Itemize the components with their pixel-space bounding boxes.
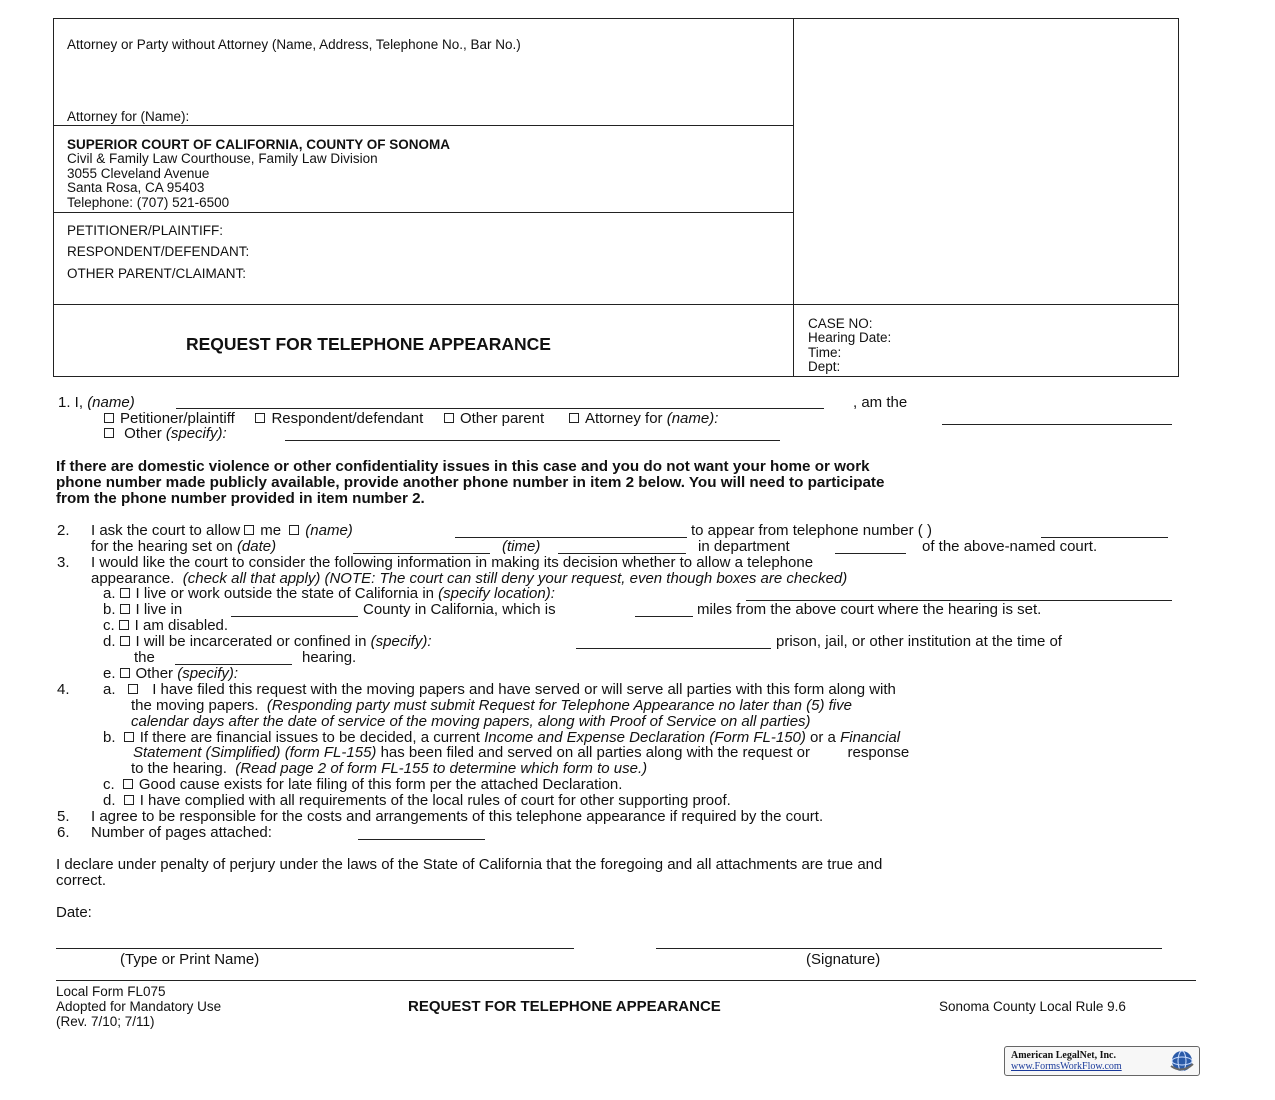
item1-line: 1. I, (name) <box>58 394 135 411</box>
item3d-prison-text: prison, jail, or other institution at the time of <box>776 633 1062 650</box>
court-line: Telephone: (707) 521-6500 <box>67 195 230 210</box>
header-divider-vertical <box>793 18 794 377</box>
miles-field[interactable] <box>635 616 693 617</box>
declaration-line: I declare under penalty of perjury under the laws of the State of California that the foregoing and all attachments are true and <box>56 856 883 873</box>
item1-options: Petitioner/plaintiff Respondent/defendant Other parent Attorney for (name): <box>100 411 718 426</box>
item3d-checkbox[interactable] <box>120 636 130 646</box>
item3a: a. I live or work outside the state of California in (specify location): <box>103 585 555 602</box>
item3a-checkbox[interactable] <box>120 588 130 598</box>
item4a-line3: calendar days after the date of service of the moving papers, along with Proof of Service on all parties) <box>131 713 811 730</box>
item4a-checkbox[interactable] <box>128 684 138 694</box>
item3d-hearing-text: hearing. <box>302 649 357 666</box>
footer-rev: (Rev. 7/10; 7/11) <box>56 1014 155 1029</box>
item4a-line2: the moving papers. (Responding party must submit Request for Telephone Appearance no later than (5) five <box>131 697 852 714</box>
item4b-line3: to the hearing. (Read page 2 of form FL-155 to determine which form to use.) <box>131 760 648 777</box>
item3-line1: I would like the court to consider the following information in making its decision whether to allow a telephone <box>91 554 814 571</box>
item1-name-field[interactable] <box>176 408 824 409</box>
above-named-court-text: of the above-named court. <box>922 538 1098 555</box>
logo-url: www.FormsWorkFlow.com <box>1011 1061 1122 1072</box>
other-specify-field[interactable] <box>285 440 780 441</box>
item3-line2: appearance. (check all that apply) (NOTE: The court can still deny your request, even though boxes are checked) <box>91 570 848 587</box>
case-no-label: CASE NO: <box>808 316 873 331</box>
item2-line1: I ask the court to allow me (name) <box>91 522 353 539</box>
signature-field[interactable] <box>656 948 1162 949</box>
item3b-miles-text: miles from the above court where the hearing is set. <box>697 601 1042 618</box>
item3c-checkbox[interactable] <box>119 620 129 630</box>
court-line: Santa Rosa, CA 95403 <box>67 180 205 195</box>
item3c: c. I am disabled. <box>103 617 229 634</box>
signature-label: (Signature) <box>806 951 881 968</box>
hearing-date-label: Hearing Date: <box>808 330 892 345</box>
print-name-label: (Type or Print Name) <box>120 951 260 968</box>
dept-label: Dept: <box>808 359 841 374</box>
party-other-parent: OTHER PARENT/CLAIMANT: <box>67 266 247 281</box>
american-legalnet-logo[interactable] <box>1004 1046 1200 1076</box>
declaration-line: correct. <box>56 872 107 889</box>
item6-number: 6. <box>57 824 70 841</box>
item4a: a. I have filed this request with the moving papers and have served or will serve all parties with this form along with <box>103 681 896 698</box>
me-checkbox[interactable] <box>244 525 254 535</box>
item3d-the: the <box>134 649 155 666</box>
footer-title: REQUEST FOR TELEPHONE APPEARANCE <box>408 998 721 1015</box>
respondent-checkbox[interactable] <box>255 413 265 423</box>
court-name: SUPERIOR COURT OF CALIFORNIA, COUNTY OF SONOMA <box>67 137 451 152</box>
time-hint: (time) <box>502 538 541 555</box>
date-label: Date: <box>56 904 92 921</box>
attorney-checkbox[interactable] <box>569 413 579 423</box>
print-name-field[interactable] <box>56 948 574 949</box>
item1-am-the: , am the <box>853 394 908 411</box>
item6-text: Number of pages attached: <box>91 824 272 841</box>
header-divider-parties <box>53 212 794 213</box>
item3e-checkbox[interactable] <box>120 668 130 678</box>
item4-number: 4. <box>57 681 70 698</box>
item4c: c. Good cause exists for late filing of this form per the attached Declaration. <box>103 776 623 793</box>
item4b-line2: Statement (Simplified) (form FL-155) has been filed and served on all parties along with the request or response <box>133 744 910 761</box>
item3b: b. I live in <box>103 601 183 618</box>
attorney-label: Attorney or Party without Attorney (Name, Address, Telephone No., Bar No.) <box>67 37 521 52</box>
party-petitioner: PETITIONER/PLAINTIFF: <box>67 223 224 238</box>
footer-divider <box>56 980 1196 981</box>
item4d-checkbox[interactable] <box>124 795 134 805</box>
time-label: Time: <box>808 345 842 360</box>
item5-text: I agree to be responsible for the costs and arrangements of this telephone appearance if required by the court. <box>91 808 824 825</box>
item3b-checkbox[interactable] <box>120 604 130 614</box>
warning-line: from the phone number provided in item number 2. <box>56 490 425 507</box>
pages-attached-field[interactable] <box>358 839 485 840</box>
warning-line: If there are domestic violence or other confidentiality issues in this case and you do not want your home or work <box>56 458 870 475</box>
item4d: d. I have complied with all requirements of the local rules of court for other supporting proof. <box>103 792 731 809</box>
attorney-for-label: Attorney for (Name): <box>67 109 190 124</box>
item4c-checkbox[interactable] <box>123 779 133 789</box>
court-line: Civil & Family Law Courthouse, Family Law Division <box>67 151 378 166</box>
item5-number: 5. <box>57 808 70 825</box>
item3e: e. Other (specify): <box>103 665 239 682</box>
institution-field[interactable] <box>576 648 771 649</box>
item3-number: 3. <box>57 554 70 571</box>
item3b-county-text: County in California, which is <box>363 601 556 618</box>
logo-name: American LegalNet, Inc. <box>1011 1050 1116 1061</box>
item2-number: 2. <box>57 522 70 539</box>
form-title: REQUEST FOR TELEPHONE APPEARANCE <box>186 334 551 354</box>
department-field[interactable] <box>835 553 906 554</box>
other-parent-checkbox[interactable] <box>444 413 454 423</box>
footer-form-no: Local Form FL075 <box>56 984 166 999</box>
party-respondent: RESPONDENT/DEFENDANT: <box>67 244 250 259</box>
item1-other: Other (specify): <box>100 426 227 441</box>
attorney-for-name-field[interactable] <box>942 424 1172 425</box>
item2-name-field[interactable] <box>455 537 687 538</box>
item4b-checkbox[interactable] <box>124 732 134 742</box>
item2-line2: for the hearing set on (date) <box>91 538 277 555</box>
header-divider-court <box>53 125 794 126</box>
court-line: 3055 Cleveland Avenue <box>67 166 210 181</box>
other-checkbox[interactable] <box>104 428 114 438</box>
item4b: b. If there are financial issues to be decided, a current Income and Expense Declaration (Form FL-150) or a Financial <box>103 729 901 746</box>
globe-icon <box>1168 1048 1196 1074</box>
footer-rule: Sonoma County Local Rule 9.6 <box>939 999 1126 1014</box>
item2-phone-text: to appear from telephone number ( ) <box>691 522 932 539</box>
warning-line: phone number made publicly available, provide another phone number in item 2 below. You will need to participate <box>56 474 885 491</box>
footer-adopted: Adopted for Mandatory Use <box>56 999 222 1014</box>
header-divider-title <box>53 304 1179 305</box>
item3d: d. I will be incarcerated or confined in (specify): <box>103 633 432 650</box>
name-checkbox[interactable] <box>289 525 299 535</box>
department-text: in department <box>698 538 790 555</box>
county-field[interactable] <box>231 616 358 617</box>
petitioner-checkbox[interactable] <box>104 413 114 423</box>
